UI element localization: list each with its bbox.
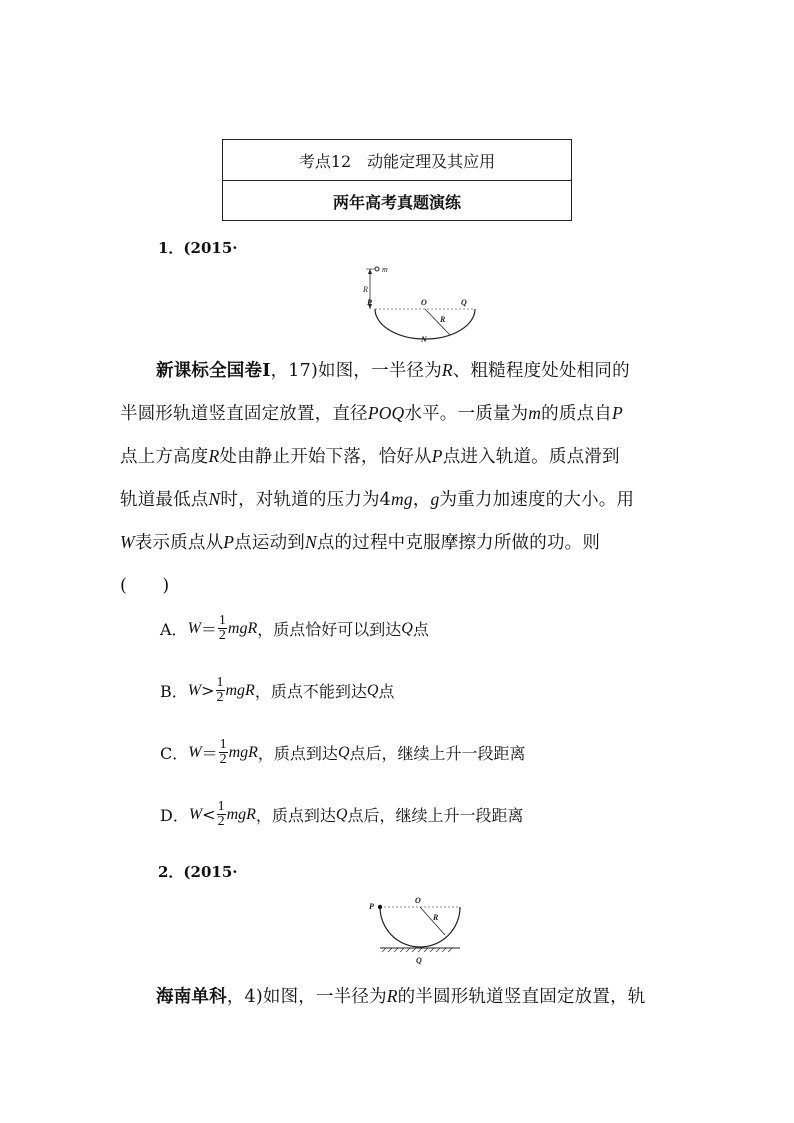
- q1-answer-bracket: ( ): [120, 576, 170, 596]
- q1-text-line-1: 新课标全国卷Ⅰ，17)如图，一半径为R、粗糙程度处处相同的: [156, 360, 630, 381]
- question-2-number: 2．(2015·: [158, 863, 238, 881]
- question-1-figure: [355, 260, 485, 345]
- q1-text-line-3: 点上方高度R处由静止开始下落，恰好从P点进入轨道。质点滑到: [120, 446, 620, 467]
- fig1-label-O: O: [421, 298, 427, 307]
- fig2-label-Q: Q: [416, 956, 422, 965]
- fig1-label-m: m: [382, 265, 388, 274]
- fig1-label-R-height: R: [363, 285, 368, 294]
- fraction: $\frac{1}{2}$: [218, 613, 226, 643]
- fig1-label-N: N: [421, 335, 427, 344]
- section-title: 考点12 动能定理及其应用: [223, 140, 571, 181]
- question-2-figure: [365, 893, 465, 965]
- option-c: C． W ＝ $\frac{1}{2}$ mgR ，质点到达 Q 点后，继续上升一段距离: [160, 737, 526, 767]
- option-d: D． W < $\frac{1}{2}$ mgR ，质点到达 Q 点后，继续上升一段距离: [160, 799, 524, 829]
- q1-text-line-5: W表示质点从P点运动到N点的过程中克服摩擦力所做的功。则: [120, 532, 601, 553]
- fraction: $\frac{1}{2}$: [219, 737, 227, 767]
- fig1-label-P: P: [367, 298, 372, 307]
- fraction: $\frac{1}{2}$: [217, 799, 225, 829]
- option-a: A． W ＝ $\frac{1}{2}$ mgR ，质点恰好可以到达 Q 点: [160, 613, 429, 643]
- semicircle-track-2: [380, 907, 460, 947]
- q2-text-line-1: 海南单科，4)如图，一半径为R的半圆形轨道竖直固定放置，轨: [156, 986, 646, 1007]
- option-b: B． W > $\frac{1}{2}$ mgR ，质点不能到达 Q 点: [160, 675, 395, 705]
- section-subtitle: 两年高考真题演练: [332, 192, 461, 212]
- q1-text-line-2: 半圆形轨道竖直固定放置，直径POQ水平。一质量为m的质点自P: [120, 403, 623, 424]
- mass-dot: [375, 267, 379, 271]
- fig2-label-P: P: [369, 902, 374, 911]
- q1-text-line-4: 轨道最低点N时，对轨道的压力为4mg，g为重力加速度的大小。用: [120, 489, 635, 510]
- fig2-label-O: O: [415, 896, 421, 905]
- fig1-label-Q: Q: [461, 298, 467, 307]
- question-1-number: 1．(2015·: [158, 239, 238, 257]
- fig1-label-R-radius: R: [440, 315, 446, 324]
- title-box: [222, 139, 572, 221]
- fig2-label-R: R: [433, 913, 439, 922]
- fraction: $\frac{1}{2}$: [216, 675, 224, 705]
